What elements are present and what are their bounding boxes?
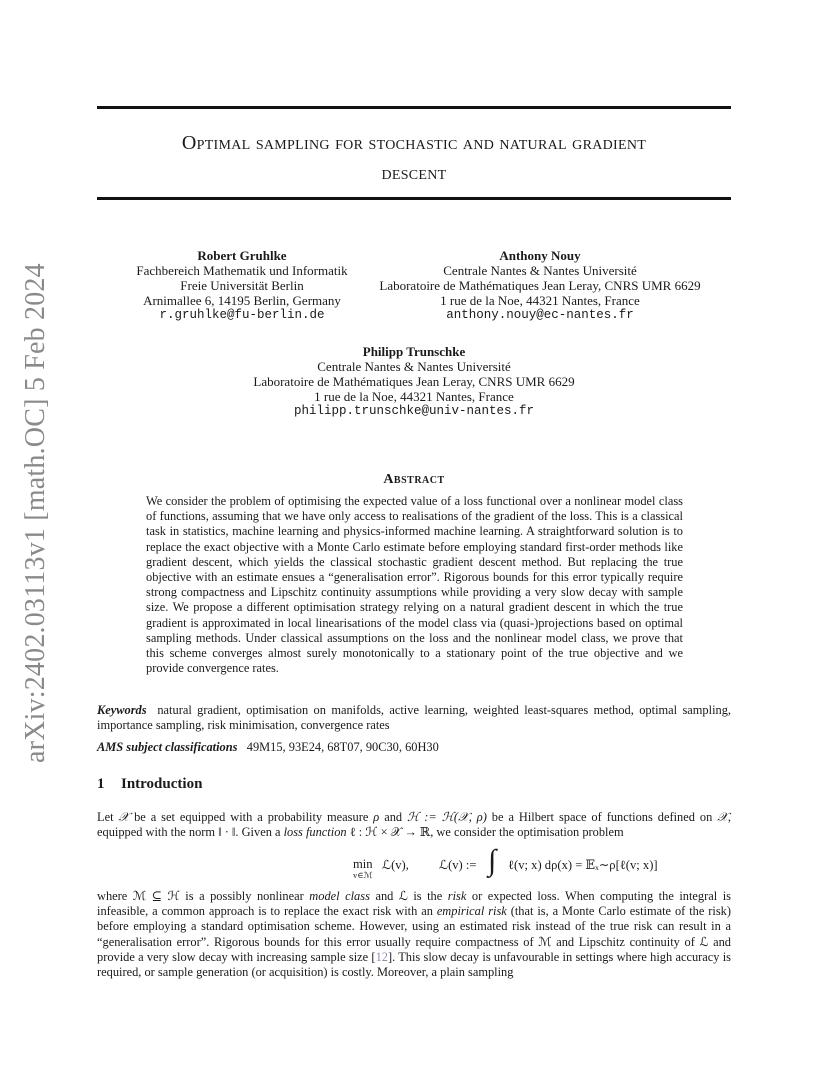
equation-min-operator: min [353,857,373,871]
equation-definition: ℒ(v) := [439,858,477,872]
author-block-3 [97,344,731,419]
title-bottom-rule [97,197,731,200]
title-line-2: descent [381,162,447,184]
equation-rhs: ℓ(v; x) dρ(x) = 𝔼ₓ∼ρ[ℓ(v; x)] [508,858,658,872]
keywords [97,703,731,733]
author-block-2 [360,248,720,323]
author-email[interactable]: anthony.nouy@ec-nantes.fr [446,308,634,322]
section-number: 1 [97,776,105,792]
author-name: Philipp Trunschke [362,344,466,359]
equation-lhs: ℒ(v), [382,858,409,872]
equation-risk [97,844,731,884]
title-line-1: Optimal sampling for stochastic and natural gradient [181,132,647,154]
ams-classifications [97,740,731,755]
author-address: 1 rue de la Noe, 44321 Nantes, France [440,293,640,308]
author-block-1 [97,248,387,323]
paper-title [97,128,731,188]
abstract-heading: Abstract [383,472,445,487]
top-rule [97,106,731,109]
author-affiliation: Centrale Nantes & Nantes Université [317,359,511,374]
integral-symbol: ∫ [488,844,497,877]
keywords-list: natural gradient, optimisation on manifolds, active learning, weighted least-squares method, optimal sampling, importance sampling, risk minimisation, convergence rates [97,703,732,732]
author-affiliation: Centrale Nantes & Nantes Université [443,263,637,278]
author-affiliation: Laboratoire de Mathématiques Jean Leray, CNRS UMR 6629 [379,278,701,293]
abstract-text: We consider the problem of optimising the expected value of a loss functional over a nonlinear model class of functions, assuming that we have only access to realisations of the gradient of the loss. This is a classical task in statistics, machine learning and physics-informed machine learning. A straightforward solution is to replace the exact objective with a Monte Carlo estimate before employing standard first-order methods like gradient descent, which yields the classical stochastic gradient descent method. But replacing the true objective with an estimate ensues a “generalisation error”. Rigorous bounds for this error typically require strong compactness and Lipschitz continuity assumptions while providing a very slow decay with sample size. We propose a different optimisation strategy relying on a natural gradient descent in which the true gradient is approximated in local linearisations of the model class via (quasi-)projections based on optimal sampling methods. Under classical assumptions on the loss and the nonlinear model class, we prove that this scheme converges almost surely monotonically to a stationary point of the true objective and we provide convergence rates. [146,494,683,676]
section-title: Introduction [121,776,203,792]
author-affiliation: Freie Universität Berlin [180,278,304,293]
citation-link[interactable]: 12 [375,949,388,964]
author-address: 1 rue de la Noe, 44321 Nantes, France [314,389,514,404]
author-email[interactable]: philipp.trunschke@univ-nantes.fr [293,404,535,418]
arxiv-stamp: arXiv:2402.03113v1 [math.OC] 5 Feb 2024 [20,263,51,763]
author-affiliation: Fachbereich Mathematik und Informatik [136,263,348,278]
intro-paragraph-2: where ℳ ⊆ ℋ is a possibly nonlinear model class and ℒ is the risk or expected loss. When computing the integral is infeasible, a common approach is to replace the exact risk with an empirical risk (that is, a Monte Carlo estimate of the risk) before employing a standard optimisation scheme. However, using an estimated risk instead of the true risk can result in a “generalisation error”. Rigorous bounds for this error usually require compactness of ℳ and Lipschitz continuity of ℒ and provide a very slow decay with increasing sample size [12]. This slow decay is unfavourable in settings where high accuracy is required, or sample generation (or acquisition) is costly. Moreover, a plain sampling [97,889,731,980]
section-heading [97,776,202,793]
author-email[interactable]: r.gruhlke@fu-berlin.de [159,308,325,322]
keywords-label: Keywords [97,703,147,717]
author-address: Arnimallee 6, 14195 Berlin, Germany [143,293,341,308]
author-name: Anthony Nouy [499,248,581,263]
ams-codes: 49M15, 93E24, 68T07, 90C30, 60H30 [246,740,439,754]
author-affiliation: Laboratoire de Mathématiques Jean Leray, CNRS UMR 6629 [253,374,575,389]
equation-min-subscript: v∈ℳ [353,870,373,880]
intro-paragraph-1: Let 𝒳 be a set equipped with a probability measure ρ and ℋ := ℋ(𝒳, ρ) be a Hilbert space of functions defined on 𝒳, equipped with the norm ‖ · ‖. Given a loss function ℓ : ℋ × 𝒳 → ℝ, we consider the optimisation problem [97,810,731,840]
author-name: Robert Gruhlke [197,248,287,263]
equation-min [353,857,373,879]
ams-label: AMS subject classifications [97,740,238,754]
